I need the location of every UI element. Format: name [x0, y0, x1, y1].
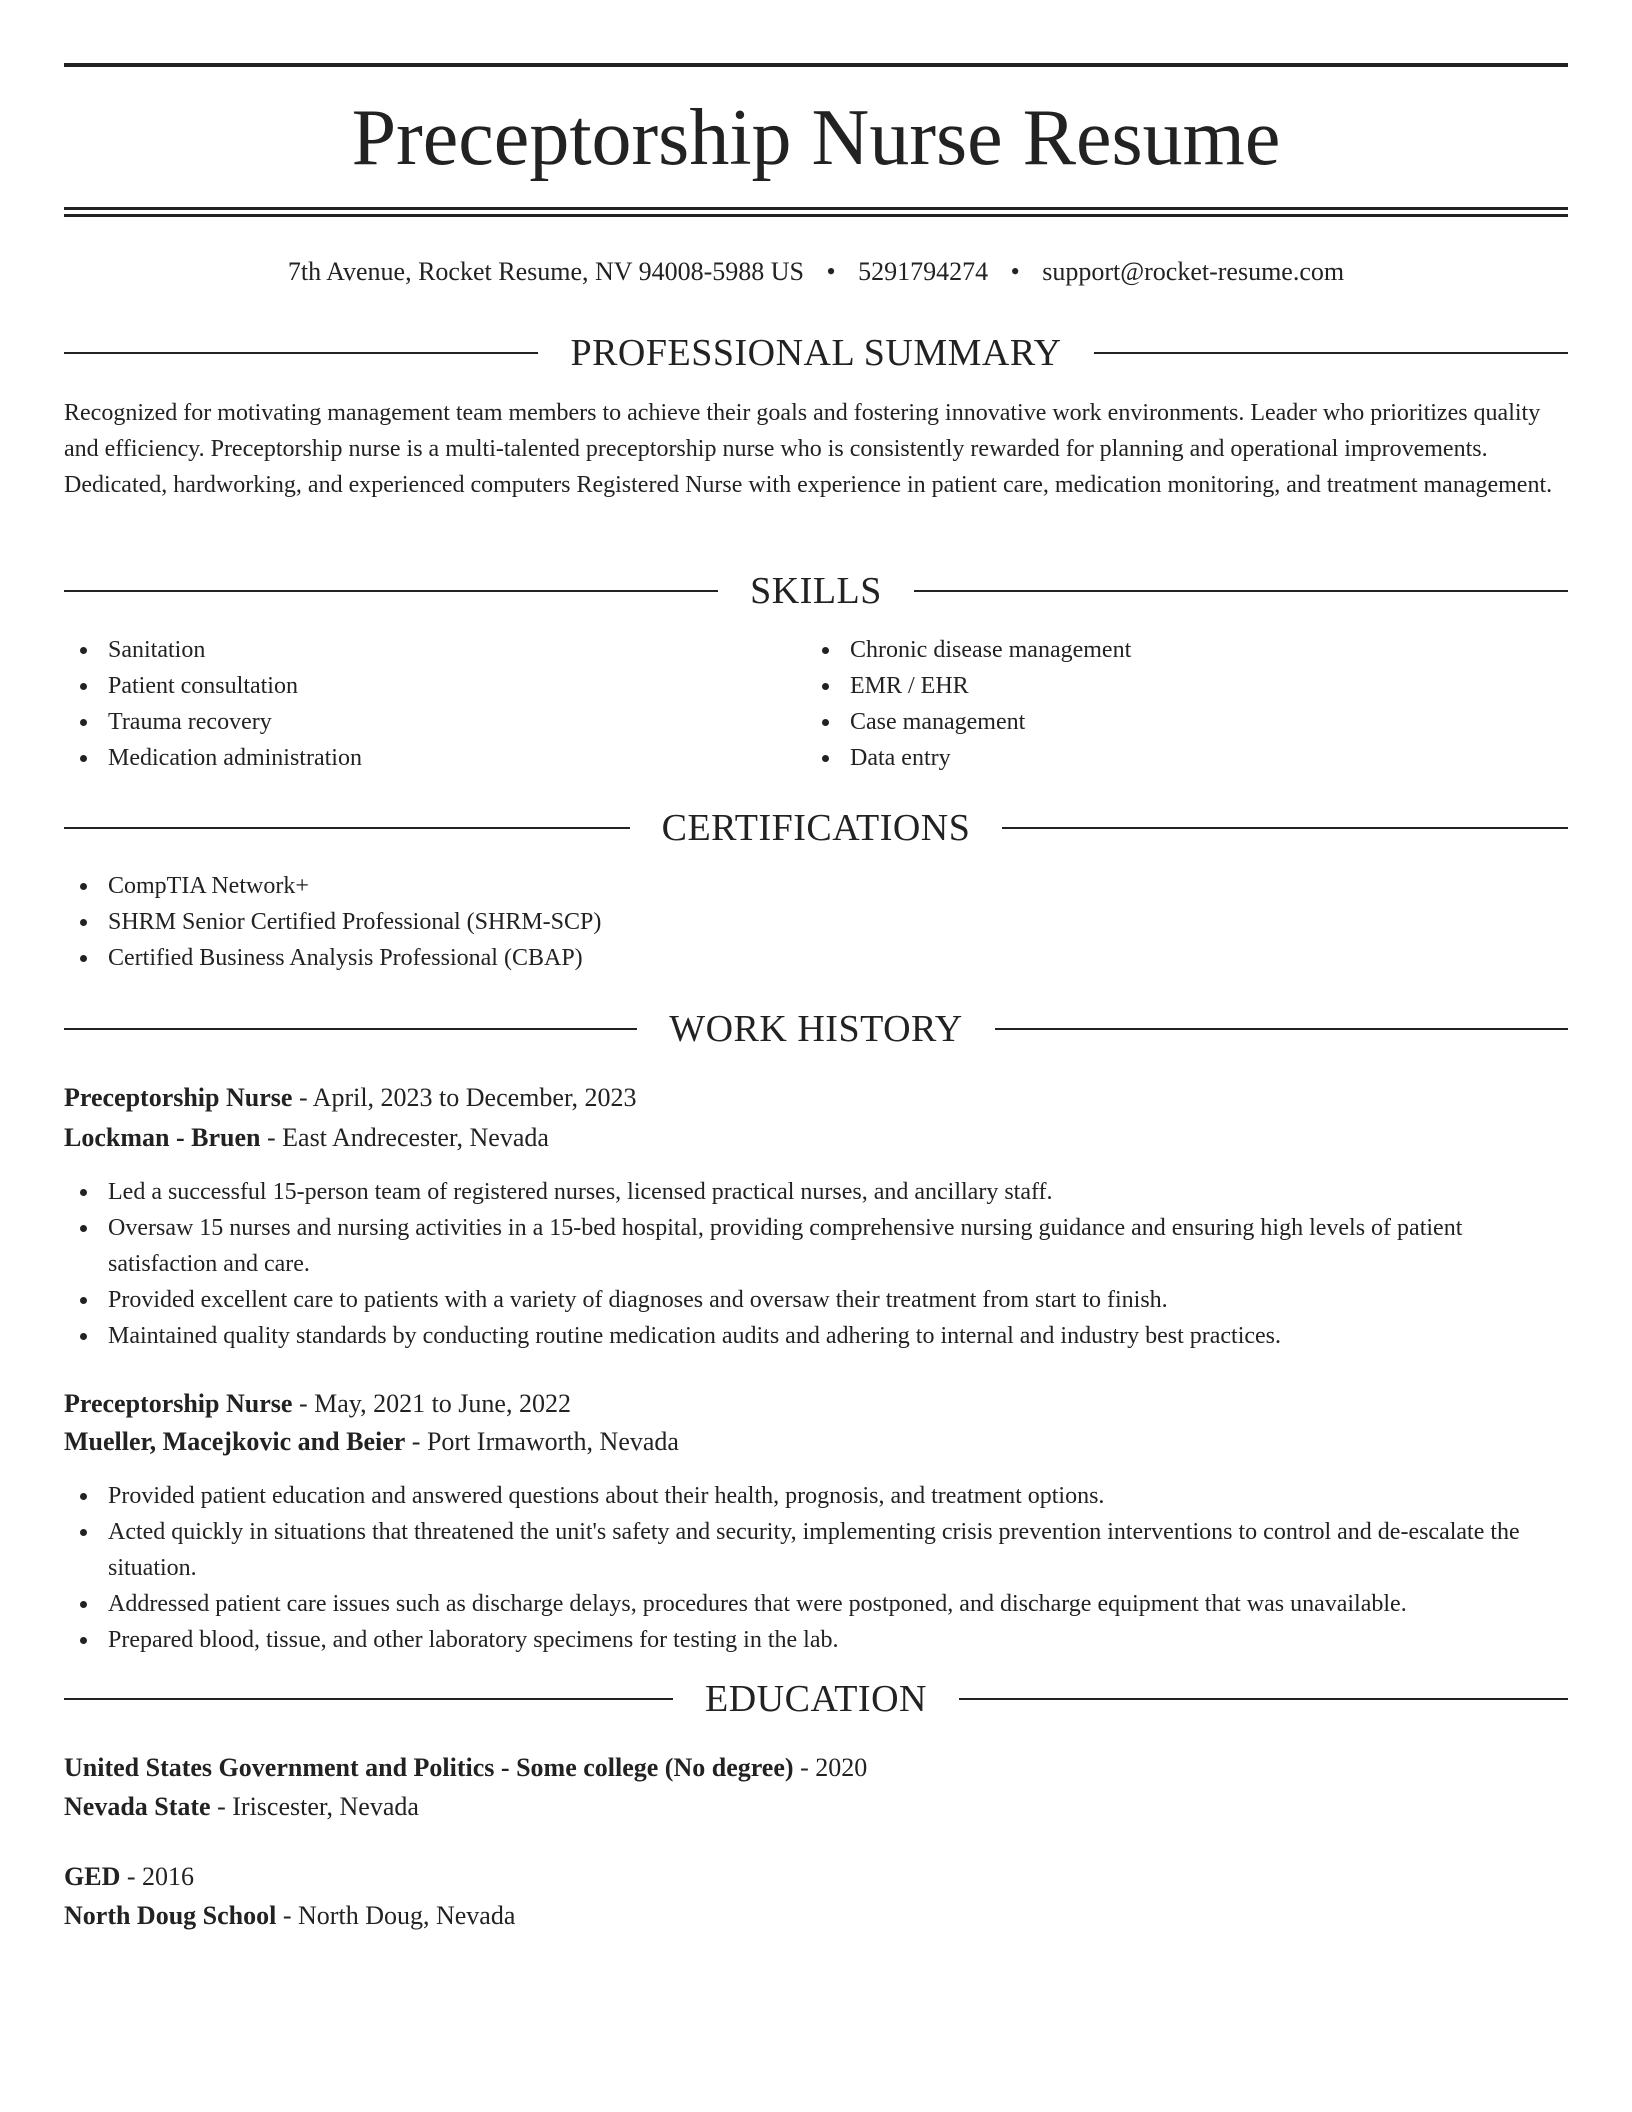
certifications-heading-label: CERTIFICATIONS [661, 807, 971, 849]
contact-line [64, 252, 1568, 292]
job-location: East Andrecester, Nevada [282, 1123, 549, 1152]
education-degree: GED [64, 1862, 121, 1891]
skills-heading-label: SKILLS [750, 570, 882, 612]
dash: - [298, 1389, 315, 1418]
education-degree-line [64, 1748, 1568, 1788]
header-top-rule [64, 63, 1568, 67]
heading-rule-left [64, 1698, 673, 1700]
contact-separator: • [826, 257, 836, 286]
summary-heading [64, 328, 1568, 378]
job-dates: April, 2023 to December, 2023 [312, 1083, 637, 1112]
job-dates: May, 2021 to June, 2022 [314, 1389, 571, 1418]
skill-item: Sanitation [64, 632, 804, 668]
education-year: 2020 [815, 1753, 868, 1782]
job-title-line [64, 1384, 1568, 1424]
certification-item: CompTIA Network+ [64, 868, 1568, 904]
dash: - [126, 1862, 143, 1891]
dash: - [217, 1792, 233, 1821]
job-bullets [64, 1174, 1568, 1354]
job-bullets [64, 1478, 1568, 1658]
heading-rule-right [959, 1698, 1568, 1700]
job-bullet: Led a successful 15-person team of registered nurses, licensed practical nurses, and ancillary staff. [64, 1174, 1568, 1210]
job-bullet: Provided excellent care to patients with a variety of diagnoses and oversaw their treatment from start to finish. [64, 1282, 1568, 1318]
job-bullet: Acted quickly in situations that threatened the unit's safety and security, implementing crisis prevention interventions to control and de-escalate the situation. [64, 1514, 1568, 1586]
education-location: Iriscester, Nevada [232, 1792, 419, 1821]
education-school-line [64, 1787, 1568, 1827]
skill-item: Data entry [806, 740, 1566, 776]
header-rule-upper [64, 207, 1568, 210]
work-history-heading-label: WORK HISTORY [669, 1008, 963, 1050]
job-bullet: Maintained quality standards by conducting routine medication audits and adhering to internal and industry best practices. [64, 1318, 1568, 1354]
education-year: 2016 [142, 1862, 195, 1891]
certifications-list [64, 868, 1568, 976]
skill-item: EMR / EHR [806, 668, 1566, 704]
skill-item: Trauma recovery [64, 704, 804, 740]
job-company: Lockman - Bruen [64, 1123, 261, 1152]
education-heading [64, 1674, 1568, 1724]
heading-rule-right [914, 590, 1568, 592]
summary-heading-label: PROFESSIONAL SUMMARY [570, 332, 1062, 374]
certifications-heading [64, 803, 1568, 853]
summary-text: Recognized for motivating management team members to achieve their goals and fostering innovative work environments. Leader who prioritizes quality and efficiency. Preceptorship nurse is a multi-talented preceptorship nurse who is consistently rewarded for planning and operational improvements. Dedicated, hardworking, and experienced computers Registered Nurse with experience in patient care, medication monitoring, and treatment management. [64, 400, 1553, 498]
heading-rule-right [1094, 352, 1568, 354]
contact-phone: 5291794274 [858, 257, 989, 286]
skill-item: Case management [806, 704, 1566, 740]
job-title: Preceptorship Nurse [64, 1389, 293, 1418]
skill-item: Medication administration [64, 740, 804, 776]
job-company-line [64, 1422, 1568, 1462]
skill-item: Patient consultation [64, 668, 804, 704]
dash: - [411, 1427, 427, 1456]
certification-item: SHRM Senior Certified Professional (SHRM-SCP) [64, 904, 1568, 940]
contact-email: support@rocket-resume.com [1042, 257, 1345, 286]
job-company: Mueller, Macejkovic and Beier [64, 1427, 406, 1456]
job-location: Port Irmaworth, Nevada [426, 1427, 679, 1456]
heading-rule-left [64, 590, 718, 592]
education-school: Nevada State [64, 1792, 211, 1821]
job-title-line [64, 1078, 1568, 1118]
skills-list-left [64, 632, 804, 776]
heading-rule-right [1002, 827, 1568, 829]
job-bullet: Provided patient education and answered questions about their health, prognosis, and treatment options. [64, 1478, 1568, 1514]
job-bullet: Oversaw 15 nurses and nursing activities in a 15-bed hospital, providing comprehensive nursing guidance and ensuring high levels of patient satisfaction and care. [64, 1210, 1568, 1282]
education-heading-label: EDUCATION [705, 1678, 927, 1720]
heading-rule-left [64, 1028, 637, 1030]
contact-address: 7th Avenue, Rocket Resume, NV 94008-5988 US [287, 257, 804, 286]
job-bullet: Addressed patient care issues such as discharge delays, procedures that were postponed, and discharge equipment that was unavailable. [64, 1586, 1568, 1622]
education-school-line [64, 1896, 1568, 1936]
skills-heading [64, 566, 1568, 616]
resume-title: Preceptorship Nurse Resume [351, 94, 1281, 182]
education-location: North Doug, Nevada [298, 1901, 516, 1930]
dash: - [266, 1123, 283, 1152]
job-title: Preceptorship Nurse [64, 1083, 293, 1112]
heading-rule-left [64, 352, 538, 354]
work-history-heading [64, 1004, 1568, 1054]
skill-item: Chronic disease management [806, 632, 1566, 668]
education-degree: United States Government and Politics - Some college (No degree) [64, 1753, 794, 1782]
skills-list-right [806, 632, 1566, 776]
heading-rule-left [64, 827, 630, 829]
dash: - [298, 1083, 313, 1112]
header-rule-lower [64, 214, 1568, 217]
job-company-line [64, 1118, 1568, 1158]
dash: - [282, 1901, 299, 1930]
education-school: North Doug School [64, 1901, 277, 1930]
dash: - [800, 1753, 816, 1782]
certification-item: Certified Business Analysis Professional (CBAP) [64, 940, 1568, 976]
job-bullet: Prepared blood, tissue, and other laboratory specimens for testing in the lab. [64, 1622, 1568, 1658]
contact-separator: • [1010, 257, 1020, 286]
heading-rule-right [995, 1028, 1568, 1030]
education-degree-line [64, 1857, 1568, 1897]
